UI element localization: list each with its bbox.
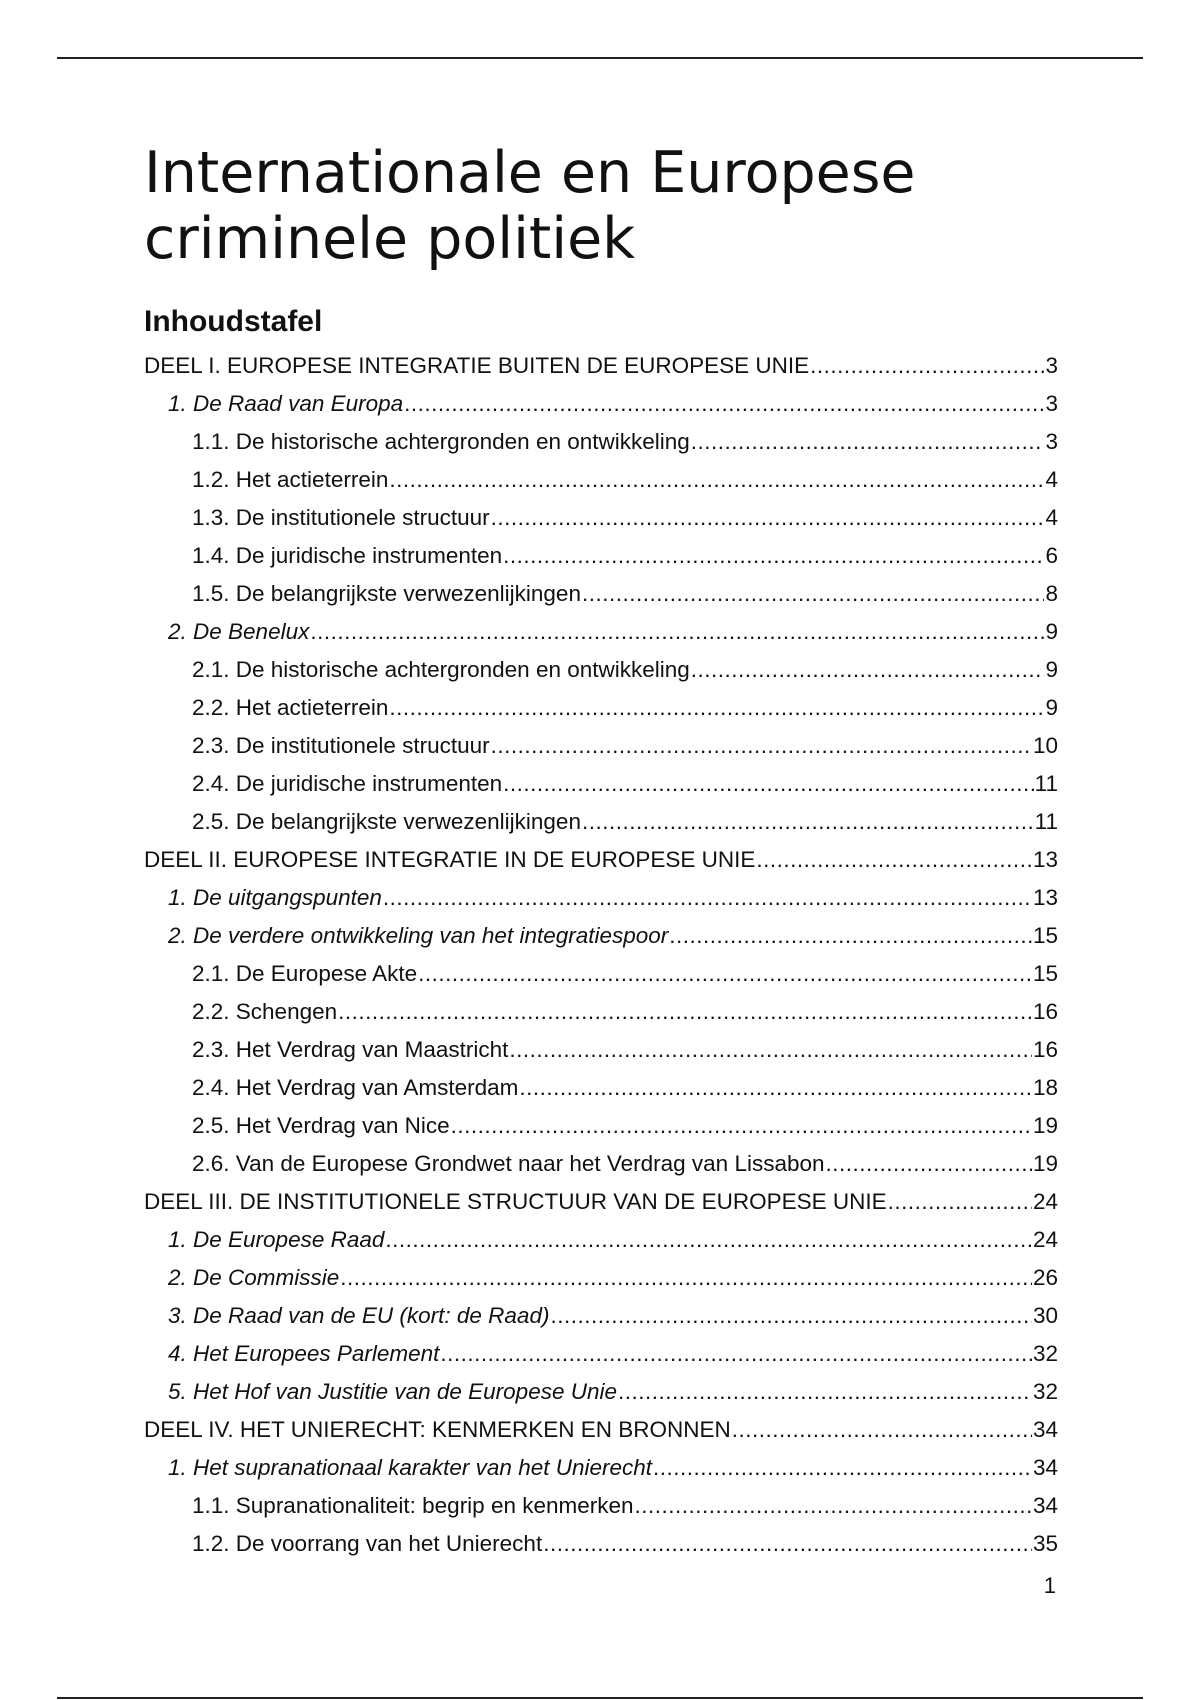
toc-entry[interactable] xyxy=(144,1069,1058,1107)
toc-entry-page-number: 10 xyxy=(1032,733,1058,758)
toc-entry-label: 1. De uitgangspunten xyxy=(168,885,382,910)
toc-entry-label: 1. Het supranationaal karakter van het Unierecht xyxy=(168,1455,653,1480)
toc-entry-page-number: 34 xyxy=(1032,1417,1058,1442)
toc-entry-page-number: 15 xyxy=(1032,923,1058,948)
toc-dot-leader xyxy=(389,689,1044,727)
toc-entry-label: 2.5. Het Verdrag van Nice xyxy=(192,1113,450,1138)
toc-entry-label: 2.4. Het Verdrag van Amsterdam xyxy=(192,1075,519,1100)
toc-entry-label: 2.1. De Europese Akte xyxy=(192,961,418,986)
toc-dot-leader xyxy=(732,1411,1032,1449)
toc-entry-label: 2.2. Het actieterrein xyxy=(192,695,389,720)
toc-entry-page-number: 8 xyxy=(1045,581,1058,606)
toc-entry-page-number: 32 xyxy=(1032,1341,1058,1366)
toc-dot-leader xyxy=(635,1487,1032,1525)
toc-entry-page-number: 3 xyxy=(1045,391,1058,416)
toc-entry-label: 2.5. De belangrijkste verwezenlijkingen xyxy=(192,809,581,834)
toc-entry-label: 1.2. De voorrang van het Unierecht xyxy=(192,1531,543,1556)
toc-entry-page-number: 24 xyxy=(1032,1189,1058,1214)
toc-entry-page-number: 9 xyxy=(1045,619,1058,644)
toc-dot-leader xyxy=(691,423,1045,461)
toc-dot-leader xyxy=(582,575,1045,613)
toc-entry[interactable] xyxy=(144,1411,1058,1449)
toc-entry-page-number: 26 xyxy=(1032,1265,1058,1290)
toc-entry-label: 2. De Benelux xyxy=(168,619,310,644)
toc-entry-label: 2.4. De juridische instrumenten xyxy=(192,771,503,796)
toc-entry-page-number: 4 xyxy=(1045,467,1058,492)
toc-dot-leader xyxy=(340,1259,1032,1297)
toc-entry[interactable] xyxy=(144,879,1058,917)
toc-dot-leader xyxy=(389,461,1044,499)
toc-entry-label: 1.1. De historische achtergronden en ontwikkeling xyxy=(192,429,690,454)
toc-dot-leader xyxy=(669,917,1032,955)
toc-entry-label: 1.5. De belangrijkste verwezenlijkingen xyxy=(192,581,581,606)
toc-entry-label: 2. De verdere ontwikkeling van het integratiespoor xyxy=(168,923,669,948)
toc-entry-page-number: 16 xyxy=(1032,999,1058,1024)
document-page xyxy=(144,140,1058,1563)
toc-entry[interactable] xyxy=(144,955,1058,993)
toc-entry[interactable] xyxy=(144,461,1058,499)
toc-dot-leader xyxy=(451,1107,1032,1145)
toc-entry-label: 5. Het Hof van Justitie van de Europese Unie xyxy=(168,1379,618,1404)
toc-entry-page-number: 9 xyxy=(1045,657,1058,682)
document-title-line-2: criminele politiek xyxy=(144,206,636,272)
toc-entry-label: 3. De Raad van de EU (kort: de Raad) xyxy=(168,1303,550,1328)
toc-entry-page-number: 15 xyxy=(1032,961,1058,986)
toc-entry-label: 1. De Europese Raad xyxy=(168,1227,385,1252)
toc-entry[interactable] xyxy=(144,1221,1058,1259)
toc-entry-page-number: 3 xyxy=(1045,429,1058,454)
toc-dot-leader xyxy=(826,1145,1032,1183)
toc-dot-leader xyxy=(550,1297,1032,1335)
toc-entry[interactable] xyxy=(144,917,1058,955)
toc-entry-page-number: 18 xyxy=(1032,1075,1058,1100)
toc-entry-label: 2.1. De historische achtergronden en ontwikkeling xyxy=(192,657,690,682)
toc-entry-page-number: 19 xyxy=(1032,1113,1058,1138)
toc-entry[interactable] xyxy=(144,1183,1058,1221)
toc-entry-label: 1.2. Het actieterrein xyxy=(192,467,389,492)
toc-entry[interactable] xyxy=(144,651,1058,689)
toc-entry-page-number: 19 xyxy=(1032,1151,1058,1176)
toc-entry[interactable] xyxy=(144,727,1058,765)
toc-entry[interactable] xyxy=(144,1145,1058,1183)
toc-entry-label: DEEL I. EUROPESE INTEGRATIE BUITEN DE EUROPESE UNIE xyxy=(144,353,810,378)
toc-dot-leader xyxy=(582,803,1034,841)
toc-entry-page-number: 16 xyxy=(1032,1037,1058,1062)
toc-entry-label: 4. Het Europees Parlement xyxy=(168,1341,440,1366)
toc-entry[interactable] xyxy=(144,1487,1058,1525)
page-number: 1 xyxy=(1043,1573,1056,1598)
toc-dot-leader xyxy=(338,993,1032,1031)
toc-entry[interactable] xyxy=(144,1259,1058,1297)
toc-dot-leader xyxy=(418,955,1032,993)
toc-entry-page-number: 35 xyxy=(1032,1531,1058,1556)
toc-entry-page-number: 34 xyxy=(1032,1493,1058,1518)
toc-dot-leader xyxy=(509,1031,1032,1069)
toc-entry[interactable] xyxy=(144,613,1058,651)
toc-entry-page-number: 32 xyxy=(1032,1379,1058,1404)
toc-entry[interactable] xyxy=(144,423,1058,461)
toc-entry[interactable] xyxy=(144,1031,1058,1069)
toc-entry-label: 2.2. Schengen xyxy=(192,999,338,1024)
toc-dot-leader xyxy=(404,385,1044,423)
toc-entry-page-number: 34 xyxy=(1032,1455,1058,1480)
toc-entry-page-number: 24 xyxy=(1032,1227,1058,1252)
toc-entry-label: 2.6. Van de Europese Grondwet naar het Verdrag van Lissabon xyxy=(192,1151,825,1176)
toc-entry-label: 1.4. De juridische instrumenten xyxy=(192,543,503,568)
toc-entry[interactable] xyxy=(144,499,1058,537)
toc-entry[interactable] xyxy=(144,575,1058,613)
toc-dot-leader xyxy=(519,1069,1032,1107)
toc-entry-label: DEEL IV. HET UNIERECHT: KENMERKEN EN BRONNEN xyxy=(144,1417,731,1442)
toc-heading: Inhoudstafel xyxy=(144,305,323,338)
toc-entry-label: 1.3. De institutionele structuur xyxy=(192,505,490,530)
toc-entry[interactable] xyxy=(144,385,1058,423)
toc-entry-page-number: 11 xyxy=(1034,809,1058,834)
toc-entry[interactable] xyxy=(144,1373,1058,1411)
toc-entry-label: 2.3. De institutionele structuur xyxy=(192,733,490,758)
table-of-contents xyxy=(144,347,1058,1563)
toc-dot-leader xyxy=(810,347,1044,385)
toc-dot-leader xyxy=(618,1373,1032,1411)
toc-dot-leader xyxy=(491,727,1032,765)
toc-entry-page-number: 11 xyxy=(1034,771,1058,796)
bottom-rule xyxy=(57,1697,1143,1699)
toc-entry[interactable] xyxy=(144,841,1058,879)
toc-entry[interactable] xyxy=(144,347,1058,385)
toc-entry-page-number: 30 xyxy=(1032,1303,1058,1328)
toc-dot-leader xyxy=(503,537,1044,575)
toc-entry-label: DEEL III. DE INSTITUTIONELE STRUCTUUR VAN DE EUROPESE UNIE xyxy=(144,1189,887,1214)
toc-entry-label: 1.1. Supranationaliteit: begrip en kenmerken xyxy=(192,1493,634,1518)
toc-entry-label: 1. De Raad van Europa xyxy=(168,391,404,416)
toc-dot-leader xyxy=(383,879,1032,917)
toc-dot-leader xyxy=(491,499,1045,537)
toc-entry-label: DEEL II. EUROPESE INTEGRATIE IN DE EUROPESE UNIE xyxy=(144,847,756,872)
toc-entry[interactable] xyxy=(144,993,1058,1031)
toc-dot-leader xyxy=(440,1335,1032,1373)
toc-entry[interactable] xyxy=(144,1107,1058,1145)
top-rule xyxy=(57,57,1143,59)
toc-entry[interactable] xyxy=(144,1335,1058,1373)
toc-entry[interactable] xyxy=(144,1449,1058,1487)
document-title-line-1: Internationale en Europese xyxy=(144,140,916,206)
toc-entry[interactable] xyxy=(144,689,1058,727)
toc-entry-page-number: 3 xyxy=(1045,353,1058,378)
toc-dot-leader xyxy=(310,613,1044,651)
toc-entry[interactable] xyxy=(144,1525,1058,1563)
document-title xyxy=(144,140,1058,272)
toc-entry[interactable] xyxy=(144,537,1058,575)
toc-dot-leader xyxy=(543,1525,1032,1563)
toc-entry[interactable] xyxy=(144,803,1058,841)
toc-entry-page-number: 13 xyxy=(1032,847,1058,872)
toc-entry-page-number: 6 xyxy=(1045,543,1058,568)
toc-entry-label: 2.3. Het Verdrag van Maastricht xyxy=(192,1037,509,1062)
toc-dot-leader xyxy=(385,1221,1032,1259)
toc-entry-page-number: 13 xyxy=(1032,885,1058,910)
toc-dot-leader xyxy=(691,651,1045,689)
toc-entry-page-number: 4 xyxy=(1045,505,1058,530)
toc-entry[interactable] xyxy=(144,1297,1058,1335)
toc-dot-leader xyxy=(888,1183,1032,1221)
toc-entry-page-number: 9 xyxy=(1045,695,1058,720)
toc-entry[interactable] xyxy=(144,765,1058,803)
toc-dot-leader xyxy=(503,765,1033,803)
toc-dot-leader xyxy=(756,841,1032,879)
toc-dot-leader xyxy=(653,1449,1032,1487)
toc-entry-label: 2. De Commissie xyxy=(168,1265,340,1290)
